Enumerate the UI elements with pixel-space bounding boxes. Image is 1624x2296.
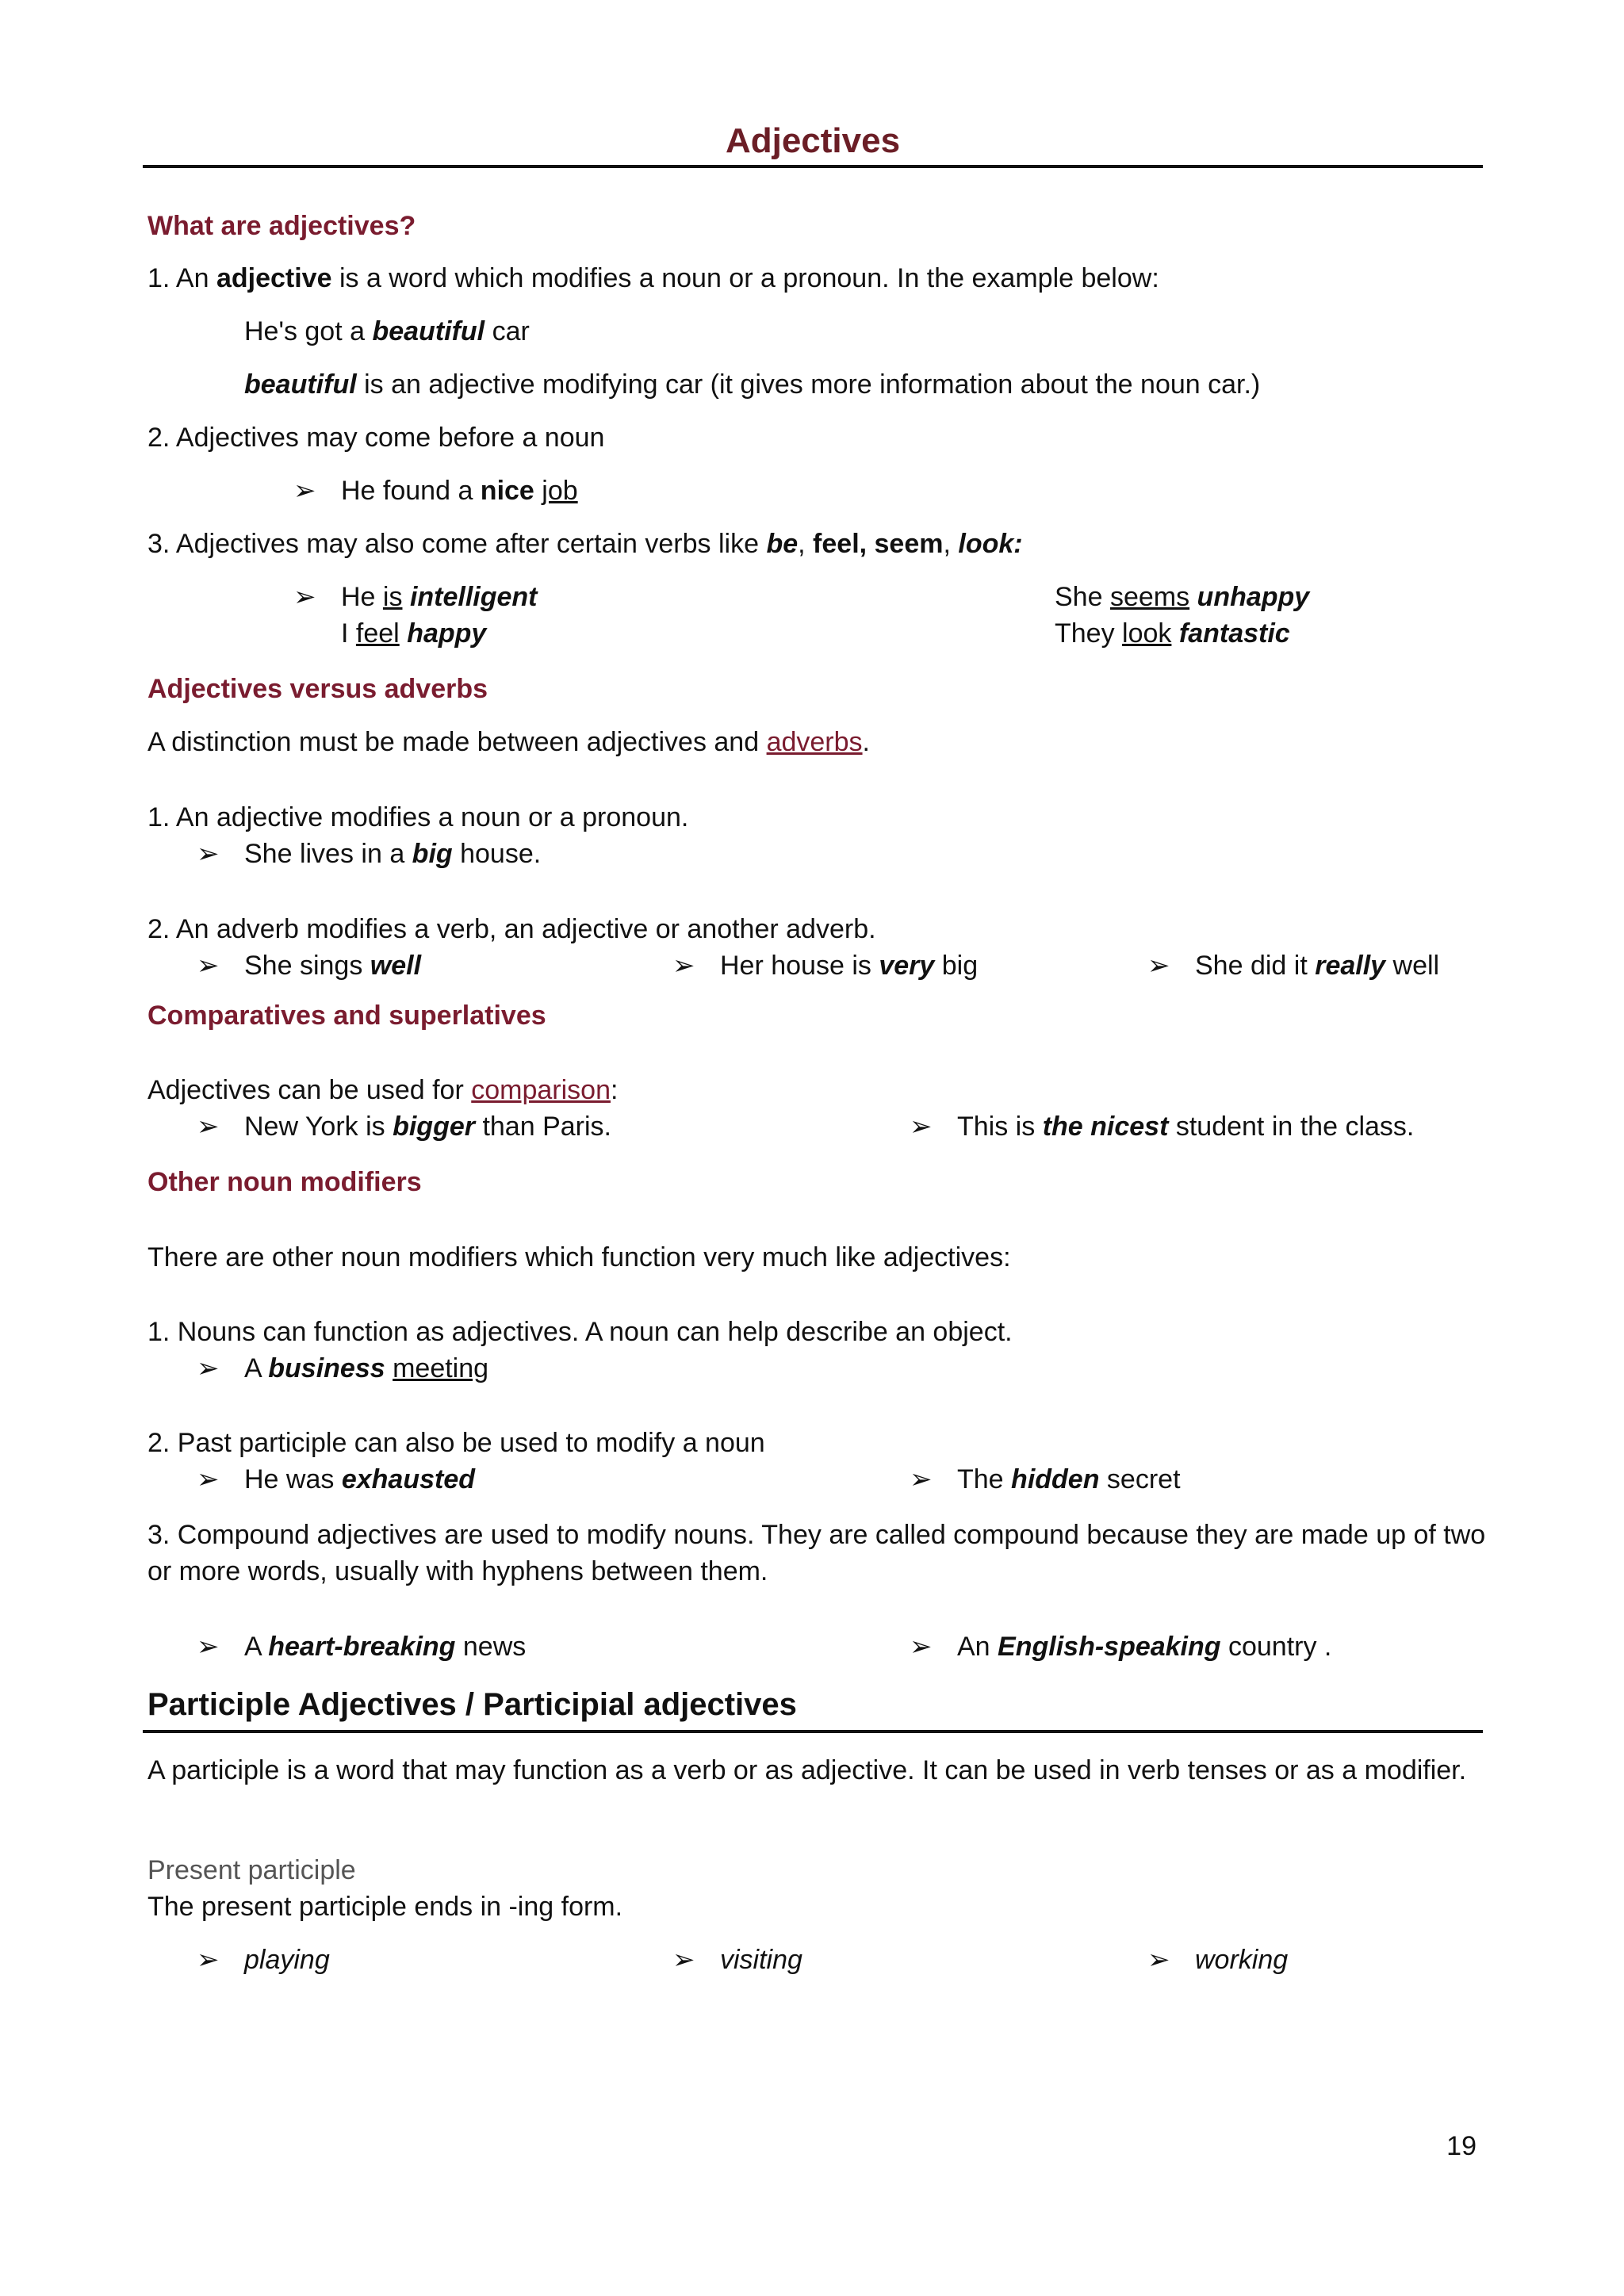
- text: They: [1055, 618, 1123, 649]
- emphasis: big: [412, 839, 453, 869]
- text: She lives in a: [244, 839, 412, 869]
- text: ,: [798, 529, 814, 559]
- verb-be: be: [766, 529, 799, 559]
- emphasis: heart-breaking: [268, 1632, 456, 1662]
- example-fantastic: [1055, 615, 1290, 652]
- page-number: 19: [1446, 2131, 1477, 2161]
- paragraph-after-verbs: [147, 526, 1023, 562]
- emphasis: working: [1195, 1945, 1289, 1975]
- text: :: [610, 1075, 619, 1105]
- text: He was: [244, 1464, 342, 1494]
- emphasis: really: [1315, 951, 1386, 981]
- emphasis: very: [879, 951, 935, 981]
- example-explanation: [244, 366, 1260, 403]
- paragraph-definition: [147, 260, 1159, 297]
- text: A: [244, 1632, 269, 1662]
- verb-look: look:: [958, 529, 1023, 559]
- section-rule: [143, 1730, 1483, 1733]
- paragraph-nouns: 1. Nouns can function as adjectives. A noun can help describe an object.: [147, 1317, 1013, 1347]
- emphasis: the nicest: [1042, 1112, 1169, 1142]
- example-really-well: [1147, 947, 1439, 984]
- text: house.: [452, 839, 542, 869]
- underlined-verb: seems: [1109, 582, 1190, 612]
- underlined-verb: look: [1122, 618, 1172, 649]
- arrow-bullet-icon: ➢: [197, 839, 220, 869]
- title-rule: [143, 165, 1483, 168]
- emphasis: exhausted: [341, 1464, 476, 1494]
- arrow-bullet-icon: ➢: [293, 476, 316, 506]
- page-title: Adjectives: [725, 121, 901, 160]
- section-heading-comparatives: Comparatives and superlatives: [147, 1001, 546, 1031]
- arrow-bullet-icon: ➢: [1147, 951, 1170, 981]
- example-very-big: [672, 947, 978, 984]
- text: A: [244, 1353, 269, 1383]
- paragraph-past-participle: 2. Past participle can also be used to modify a noun: [147, 1428, 765, 1458]
- paragraph-other-modifiers: There are other noun modifiers which function very much like adjectives:: [147, 1242, 1011, 1272]
- example-playing: [197, 1942, 330, 1978]
- adverbs-link[interactable]: adverbs: [766, 727, 863, 757]
- emphasis: intelligent: [409, 582, 538, 612]
- arrow-bullet-icon: ➢: [910, 1112, 933, 1142]
- paragraph-compound: 3. Compound adjectives are used to modify nouns. They are called compound because they are made up of two or more words, usually with hyphens between them.: [147, 1520, 1486, 1586]
- example-bigger: [197, 1108, 611, 1145]
- text: than Paris.: [475, 1112, 611, 1142]
- underlined-verb: is: [382, 582, 403, 612]
- example-happy: [341, 615, 486, 652]
- text: An: [957, 1632, 998, 1662]
- text: Adjectives can be used for: [147, 1075, 472, 1105]
- example-unhappy: [1055, 579, 1309, 615]
- text: A distinction must be made between adjectives and: [147, 727, 767, 757]
- text: He's got a: [244, 316, 373, 346]
- example-nicest: [910, 1108, 1414, 1145]
- text: He found a: [341, 476, 481, 506]
- example-visiting: [672, 1942, 802, 1978]
- underlined-verb: feel: [355, 618, 400, 649]
- example-business-meeting: [197, 1350, 488, 1387]
- text: news: [455, 1632, 527, 1662]
- text: is a word which modifies a noun or a pronoun. In the example below:: [331, 263, 1159, 293]
- example-heart-breaking: [197, 1628, 526, 1665]
- text: big: [934, 951, 979, 981]
- paragraph-adjective-modifies: 1. An adjective modifies a noun or a pronoun.: [147, 802, 689, 832]
- comparison-link[interactable]: comparison: [471, 1075, 611, 1105]
- emphasis: English-speaking: [998, 1632, 1221, 1662]
- text: Her house is: [720, 951, 879, 981]
- arrow-bullet-icon: ➢: [197, 1632, 220, 1662]
- section-heading-other-modifiers: Other noun modifiers: [147, 1167, 422, 1197]
- arrow-bullet-icon: ➢: [293, 582, 316, 612]
- text: country .: [1220, 1632, 1332, 1662]
- section-heading-what-are-adjectives: What are adjectives?: [147, 211, 416, 241]
- example-beautiful-car: [244, 313, 530, 350]
- text: She: [1055, 582, 1110, 612]
- example-intelligent: [293, 579, 538, 615]
- emphasis: fantastic: [1178, 618, 1290, 649]
- arrow-bullet-icon: ➢: [672, 951, 695, 981]
- emphasis: happy: [407, 618, 487, 649]
- arrow-bullet-icon: ➢: [197, 1945, 220, 1975]
- arrow-bullet-icon: ➢: [197, 1112, 220, 1142]
- text: This is: [957, 1112, 1043, 1142]
- example-working: [1147, 1942, 1288, 1978]
- text: He: [341, 582, 383, 612]
- example-hidden-secret: [910, 1461, 1181, 1498]
- subheading-present-participle: Present participle: [147, 1855, 356, 1885]
- text: I: [341, 618, 356, 649]
- text: secret: [1099, 1464, 1181, 1494]
- emphasis: well: [370, 951, 422, 981]
- text: ,: [943, 529, 959, 559]
- arrow-bullet-icon: ➢: [197, 951, 220, 981]
- emphasis: hidden: [1011, 1464, 1100, 1494]
- example-big-house: [197, 836, 541, 872]
- arrow-bullet-icon: ➢: [197, 1464, 220, 1494]
- emphasis: visiting: [720, 1945, 802, 1975]
- text: is an adjective modifying car (it gives more information about the noun car.): [356, 369, 1261, 400]
- arrow-bullet-icon: ➢: [672, 1945, 695, 1975]
- text: She did it: [1195, 951, 1316, 981]
- text: car: [485, 316, 530, 346]
- arrow-bullet-icon: ➢: [197, 1353, 220, 1383]
- section-heading-participle-adjectives: Participle Adjectives / Participial adjectives: [147, 1687, 797, 1722]
- example-exhausted: [197, 1461, 475, 1498]
- example-english-speaking: [910, 1628, 1331, 1665]
- emphasis: nice: [480, 476, 534, 506]
- paragraph-adverb-modifies: 2. An adverb modifies a verb, an adjective or another adverb.: [147, 914, 876, 944]
- text: 3. Adjectives may also come after certain verbs like: [147, 529, 767, 559]
- arrow-bullet-icon: ➢: [910, 1464, 933, 1494]
- paragraph-before-noun: 2. Adjectives may come before a noun: [147, 423, 605, 453]
- paragraph-present-participle: The present participle ends in -ing form.: [147, 1892, 623, 1922]
- emphasis: beautiful: [244, 369, 357, 400]
- paragraph-comparison: [147, 1072, 618, 1108]
- emphasis: beautiful: [372, 316, 485, 346]
- text: well: [1385, 951, 1440, 981]
- text: New York is: [244, 1112, 393, 1142]
- text: The: [957, 1464, 1012, 1494]
- example-sings-well: [197, 947, 421, 984]
- emphasis: unhappy: [1197, 582, 1310, 612]
- text: 1. An: [147, 263, 216, 293]
- emphasis: playing: [244, 1945, 330, 1975]
- verb-feel-seem: feel, seem: [813, 529, 944, 559]
- paragraph-distinction: [147, 724, 870, 760]
- text: .: [862, 727, 870, 757]
- example-nice-job: [293, 473, 578, 509]
- section-heading-adjectives-vs-adverbs: Adjectives versus adverbs: [147, 674, 488, 704]
- text: She sings: [244, 951, 370, 981]
- paragraph-participle-definition: A participle is a word that may function as a verb or as adjective. It can be used in verb tenses or as a modifier.: [147, 1755, 1467, 1785]
- underlined-noun: job: [542, 476, 578, 506]
- term-adjective: adjective: [216, 263, 332, 293]
- underlined-noun: meeting: [393, 1353, 489, 1383]
- emphasis: bigger: [393, 1112, 475, 1142]
- text: student in the class.: [1168, 1112, 1415, 1142]
- arrow-bullet-icon: ➢: [910, 1632, 933, 1662]
- emphasis: business: [268, 1353, 385, 1383]
- arrow-bullet-icon: ➢: [1147, 1945, 1170, 1975]
